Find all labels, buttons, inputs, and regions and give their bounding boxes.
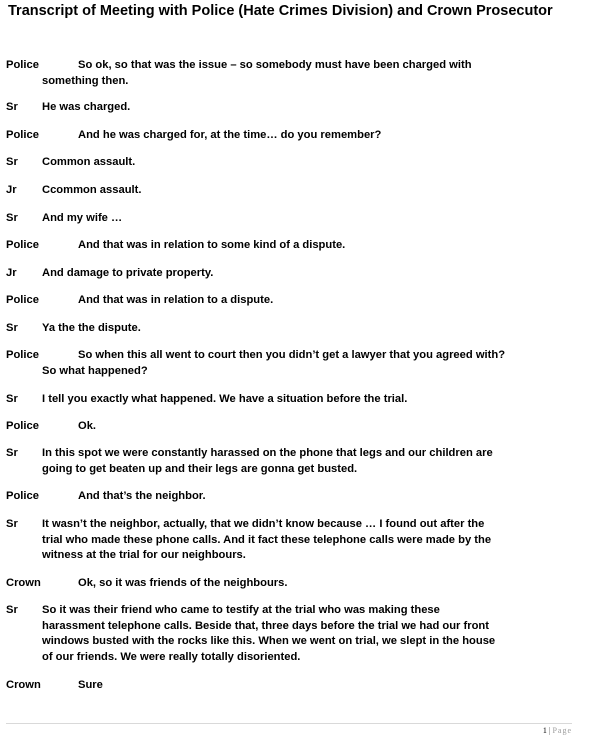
speaker-label: Sr	[6, 447, 18, 459]
speaker-label: Sr	[6, 322, 18, 334]
speaker-label: Police	[6, 294, 39, 306]
speech-text: Ok, so it was friends of the neighbours.	[78, 577, 288, 589]
speech-text: He was charged.	[42, 101, 131, 113]
speech-text: So it was their friend who came to testify at the trial who was making these	[42, 604, 440, 616]
speech-text: of our friends. We were really totally disoriented.	[42, 651, 301, 664]
speaker-label: Jr	[6, 267, 17, 279]
page-label: Page	[552, 726, 572, 735]
speech-text: So what happened?	[42, 364, 148, 377]
speaker-label: Sr	[6, 393, 18, 405]
speaker-label: Crown	[6, 679, 41, 691]
speech-text: something then.	[42, 74, 129, 87]
speech-text: And that was in relation to some kind of a dispute.	[78, 239, 346, 251]
speech-text: And that was in relation to a dispute.	[78, 294, 274, 306]
speaker-label: Crown	[6, 577, 41, 589]
speaker-label: Sr	[6, 518, 18, 530]
speech-text: And my wife …	[42, 212, 123, 224]
speaker-label: Jr	[6, 184, 17, 196]
speech-text: going to get beaten up and their legs are gonna get busted.	[42, 462, 358, 475]
page-footer	[543, 726, 572, 735]
speaker-label: Sr	[6, 101, 18, 113]
speech-text: It wasn’t the neighbor, actually, that we didn’t know because … I found out after the	[42, 518, 485, 530]
footer-separator: |	[548, 726, 551, 735]
speaker-label: Police	[6, 239, 39, 251]
speech-text: Ya the the dispute.	[42, 322, 141, 334]
speaker-label: Police	[6, 59, 39, 71]
speech-text: Sure	[78, 679, 103, 691]
page-number: 1	[542, 726, 547, 735]
speaker-label: Sr	[6, 156, 18, 168]
speaker-label: Police	[6, 349, 39, 361]
speech-text: trial who made these phone calls. And it fact these telephone calls were made by the	[42, 533, 492, 546]
speech-text: Ccommon assault.	[42, 184, 142, 196]
speech-text: And that’s the neighbor.	[78, 490, 206, 502]
document-title: Transcript of Meeting with Police (Hate Crimes Division) and Crown Prosecutor	[8, 3, 553, 19]
speech-text: I tell you exactly what happened. We have a situation before the trial.	[42, 393, 408, 405]
speech-text: In this spot we were constantly harassed on the phone that legs and our children are	[42, 447, 493, 459]
speaker-label: Police	[6, 420, 39, 432]
speech-text: So when this all went to court then you didn’t get a lawyer that you agreed with?	[78, 349, 506, 361]
speaker-label: Sr	[6, 604, 18, 616]
speech-text: Ok.	[78, 420, 97, 432]
speaker-label: Police	[6, 490, 39, 502]
speech-text: windows busted with the rocks like this. When we went on trial, we slept in the house	[42, 635, 496, 648]
speaker-label: Police	[6, 129, 39, 141]
footer-divider	[6, 723, 572, 724]
speaker-label: Sr	[6, 212, 18, 224]
speech-text: harassment telephone calls. Beside that, three days before the trial we had our front	[42, 619, 489, 632]
speech-text: witness at the trial for our neighbours.	[42, 549, 246, 562]
speech-text: So ok, so that was the issue – so somebody must have been charged with	[78, 59, 472, 71]
speech-text: And he was charged for, at the time… do you remember?	[78, 129, 382, 141]
speech-text: And damage to private property.	[42, 267, 214, 279]
speech-text: Common assault.	[42, 156, 136, 168]
